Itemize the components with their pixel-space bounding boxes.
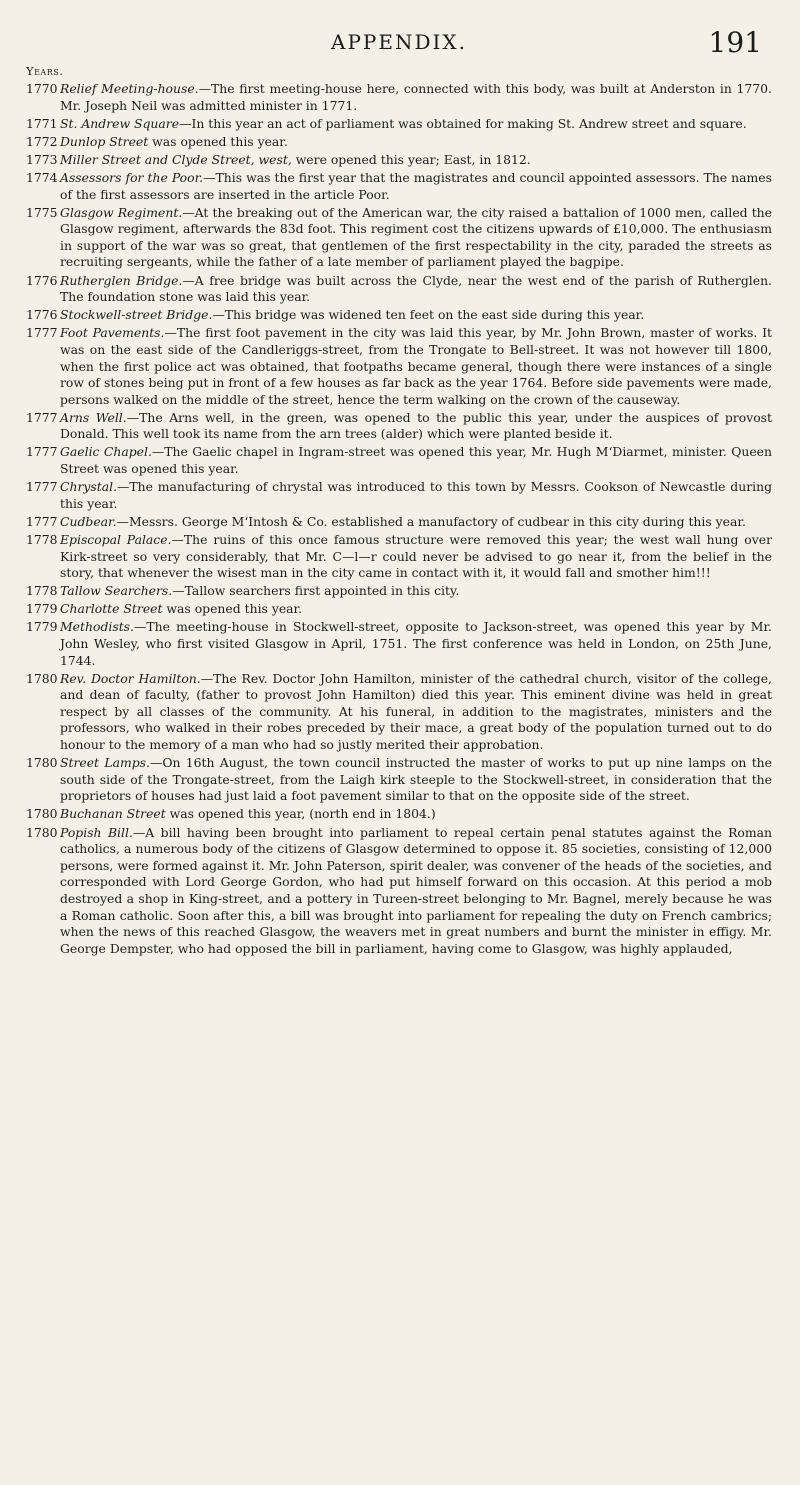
entry-body [60, 444, 772, 477]
chronology-entry [26, 583, 772, 600]
entry-year: 1777 [26, 325, 58, 341]
entry-year: 1777 [26, 513, 58, 529]
entry-year: 1773 [26, 151, 58, 167]
entry-text: —Tallow searchers first appointed in this city. [172, 583, 460, 599]
chronology-entry [26, 806, 772, 823]
entry-text: —On 16th August, the town council instructed the master of works to put up nine lamps on the south side of the Trongate-street, from the Laigh kirk steeple to the Stockwell-street, in consideration that the proprietors of houses had just laid a foot pavement similar to that on the opposite side of the street. [60, 755, 772, 804]
chronology-entry [26, 81, 772, 114]
chronology-entry [26, 116, 772, 133]
entry-body [60, 152, 772, 169]
entry-title: Methodists. [60, 619, 134, 635]
entry-title: Popish Bill. [60, 824, 133, 840]
entry-body [60, 273, 772, 306]
entry-year: 1777 [26, 479, 58, 495]
entry-year: 1774 [26, 169, 58, 185]
entry-title: Arns Well. [60, 409, 127, 425]
chronology-entry [26, 273, 772, 306]
entry-year: 1778 [26, 583, 58, 599]
entry-year: 1779 [26, 601, 58, 617]
chronology-entry [26, 601, 772, 618]
entry-text: —This was the first year that the magistrates and council appointed assessors. The names of the first assessors are inserted in the article Poor. [60, 169, 772, 202]
entry-title: Glasgow Regiment. [60, 204, 183, 220]
entry-title: Gaelic Chapel. [60, 444, 152, 460]
chronology-entry [26, 325, 772, 408]
running-head [26, 26, 772, 62]
chronology-entry [26, 170, 772, 203]
entry-title: Miller Street and Clyde Street, west, [60, 151, 292, 167]
chronology-entry [26, 444, 772, 477]
entry-year: 1770 [26, 81, 58, 96]
entry-text: —A bill having been brought into parliament to repeal certain penal statutes against the Roman catholics, a numerous body of the citizens of Glasgow determined to oppose it. 85 societies, consisting of 12,000 persons, were formed against it. Mr. John Paterson, spirit dealer, was convener of the heads of the societies, and corresponded with Lord George Gordon, who had put himself forward on this occasion. At this period a mob destroyed a shop in King-street, and a pottery in Tureen-street belonging to Mr. Bagnel, merely because he was a Roman catholic. Soon after this, a bill was brought into parliament for repealing the duty on French cambrics; when the news of this reached Glasgow, the weavers met in great numbers and burnt the minister in effigy. Mr. George Dempster, who had opposed the bill in parliament, having come to Glasgow, was highly applauded, [60, 824, 772, 956]
entry-year: 1771 [26, 115, 58, 131]
entry-body [60, 325, 772, 408]
entry-title: Assessors for the Poor. [60, 169, 204, 185]
entry-title: Episcopal Palace. [60, 531, 172, 547]
entry-title: Buchanan Street [60, 806, 166, 822]
chronology-entry [26, 152, 772, 169]
entry-body [60, 307, 772, 324]
chronology-entry [26, 479, 772, 512]
entry-text: —The Arns well, in the green, was opened to the public this year, under the auspices of provost Donald. This well took its name from the arn trees (alder) which were planted beside it. [60, 409, 772, 442]
entry-year: 1776 [26, 272, 58, 288]
entry-year: 1772 [26, 133, 58, 149]
entry-text: was opened this year, (north end in 1804.) [165, 806, 436, 822]
entry-text: were opened this year; East, in 1812. [291, 151, 531, 167]
chronology-entry [26, 307, 772, 324]
entry-body [60, 806, 772, 823]
entry-text: —The manufacturing of chrystal was introduced to this town by Messrs. Cookson of Newcastle during this year. [60, 479, 772, 511]
entry-body [60, 479, 772, 512]
entry-title: Rev. Doctor Hamilton. [60, 670, 201, 686]
entry-title: Chrystal. [60, 479, 118, 495]
entry-body [60, 619, 772, 669]
entry-title: Rutherglen Bridge. [60, 272, 183, 288]
entry-year: 1780 [26, 670, 58, 686]
entry-body [60, 755, 772, 805]
entry-body [60, 81, 772, 114]
entry-year: 1780 [26, 806, 58, 822]
entry-year: 1780 [26, 824, 58, 840]
running-title: APPENDIX. [331, 30, 467, 54]
entry-title: Tallow Searchers. [60, 583, 173, 599]
chronology-entry [26, 755, 772, 805]
entry-title: Stockwell-street Bridge. [60, 307, 213, 323]
entry-text: —Messrs. George M‘Intosh & Co. established a manufactory of cudbear in this city during this year. [116, 513, 746, 529]
entry-text: was opened this year. [162, 601, 303, 617]
entry-body [60, 671, 772, 754]
entry-text: —At the breaking out of the American war, the city raised a battalion of 1000 men, called the Glasgow regiment, afterwards the 83d foot. This regiment cost the citizens upwards of £10,000. The enthusiasm in support of the war was so great, that gentlemen of the first respectability in the city, paraded the streets as recruiting sergeants, while the father of a late member of parliament played the bagpipe. [60, 204, 772, 270]
entry-body [60, 532, 772, 582]
entry-body [60, 583, 772, 600]
entry-text: —The Rev. Doctor John Hamilton, minister of the cathedral church, visitor of the college, and dean of faculty, (father to provost John Hamilton) died this year. This eminent divine was held in great respect by all classes of the community. At his funeral, in addition to the magistrates, ministers and the professors, who walked in their robes preceded by their mace, a great body of the population turned out to do honour to the memory of a man who had so justly merited their approbation. [60, 670, 772, 753]
chronology-entry [26, 134, 772, 151]
chronology-entry [26, 619, 772, 669]
page-number: 191 [708, 26, 762, 59]
entry-text: —The meeting-house in Stockwell-street, opposite to Jackson-street, was opened this year by Mr. John Wesley, who first visited Glasgow in April, 1751. The first conference was held in London, on 25th June, 1744. [60, 619, 772, 668]
entry-text: —The first foot pavement in the city was laid this year, by Mr. John Brown, master of works. It was on the east side of the Candleriggs-street, from the Trongate to Bell-street. It was not however till 1800, when the first police act was obtained, that footpaths became general, though there were instances of a single row of stones being put in front of a few houses as far back as the year 1764. Before side pavements were made, persons walked on the middle of the street, hence the term walking on the crown of the causeway. [60, 325, 772, 407]
entry-title: Foot Pavements. [60, 325, 165, 341]
entry-text: —The ruins of this once famous structure were removed this year; the west wall hung over Kirk-street so very considerably, that Mr. C—l—r could never be advised to go near it, from the belief in the story, that whenever the wisest man in the city came in contact with it, it would fall and smother him!!! [60, 531, 772, 581]
entry-title: Dunlop Street [60, 133, 149, 149]
entry-year: 1778 [26, 531, 58, 547]
entry-text: was opened this year. [148, 133, 288, 149]
entry-text: —This bridge was widened ten feet on the east side during this year. [212, 307, 645, 323]
entry-body [60, 116, 772, 133]
chronology-entries [26, 81, 772, 957]
years-column-label: Years. [26, 64, 64, 78]
entry-title: Cudbear. [60, 513, 117, 529]
chronology-entry [26, 410, 772, 443]
entry-body [60, 514, 772, 531]
entry-title: Charlotte Street [60, 601, 163, 617]
chronology-entry [26, 205, 772, 271]
entry-body [60, 134, 772, 151]
entry-title: St. Andrew Square [60, 115, 180, 131]
entry-title: Relief Meeting-house. [60, 81, 199, 96]
chronology-entry [26, 532, 772, 582]
entry-title: Street Lamps. [60, 755, 150, 771]
chronology-entry [26, 671, 772, 754]
entry-body [60, 205, 772, 271]
chronology-entry [26, 514, 772, 531]
entry-body [60, 170, 772, 203]
entry-text: —A free bridge was built across the Clyde, near the west end of the parish of Rutherglen. The foundation stone was laid this year. [60, 272, 772, 305]
entry-body [60, 410, 772, 443]
entry-year: 1779 [26, 619, 58, 635]
entry-body [60, 825, 772, 958]
chronology-entry [26, 825, 772, 958]
entry-text: —The Gaelic chapel in Ingram-street was opened this year, Mr. Hugh M‘Diarmet, minister. Queen Street was opened this year. [60, 444, 772, 477]
entry-text: —In this year an act of parliament was obtained for making St. Andrew street and square. [179, 115, 747, 131]
entry-year: 1777 [26, 409, 58, 425]
entry-year: 1780 [26, 755, 58, 771]
entry-year: 1775 [26, 204, 58, 220]
entry-body [60, 601, 772, 618]
entry-year: 1776 [26, 307, 58, 323]
entry-year: 1777 [26, 444, 58, 460]
entry-text: —The first meeting-house here, connected with this body, was built at Anderston in 1770. Mr. Joseph Neil was admitted minister in 1771. [60, 81, 772, 113]
